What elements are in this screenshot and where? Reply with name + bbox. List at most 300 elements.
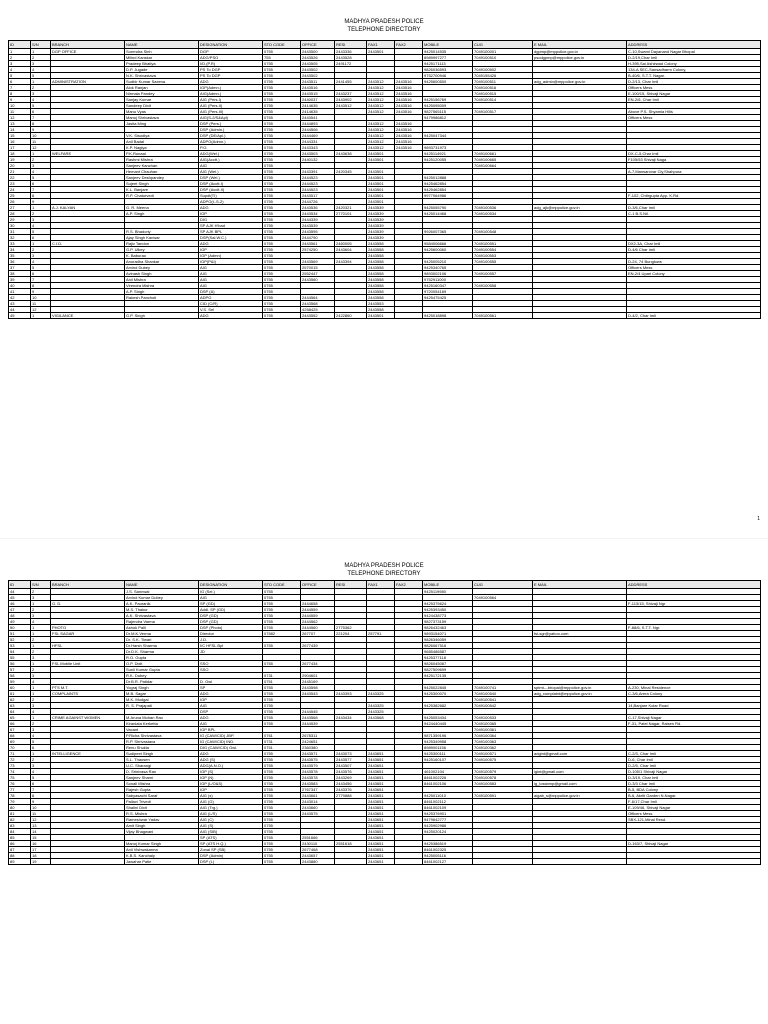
column-header-email: E MAIL bbox=[533, 581, 627, 589]
cell-email: aigab_s@mppolice.gov.in bbox=[533, 793, 627, 799]
cell-mobile: 9826036593 bbox=[423, 67, 473, 73]
cell-office: 2904601 bbox=[301, 673, 335, 679]
cell-sn: 5 bbox=[31, 229, 51, 235]
cell-mobile: 9425300070 bbox=[423, 691, 473, 697]
cell-id: 62 bbox=[9, 697, 31, 703]
cell-name: M.K. Mudgal bbox=[125, 697, 199, 703]
cell-designation: DSP bbox=[199, 709, 263, 715]
cell-sn: 3 bbox=[31, 253, 51, 259]
cell-fax1: 2443651 bbox=[367, 805, 395, 811]
cell-designation: ADG (S) bbox=[199, 757, 263, 763]
cell-designation: Director bbox=[199, 631, 263, 637]
cell-fax1: 2443651 bbox=[367, 853, 395, 859]
cell-id: 60 bbox=[9, 685, 31, 691]
cell-name: Dr.B.R. Patidar bbox=[125, 679, 199, 685]
cell-id: 13 bbox=[9, 121, 31, 127]
cell-fax1: 2443651 bbox=[367, 859, 395, 865]
cell-name: Ajay Singh Kanwar bbox=[125, 235, 199, 241]
cell-id: 39 bbox=[9, 277, 31, 283]
cell-email bbox=[533, 859, 627, 865]
cell-office: 2414635 bbox=[301, 109, 335, 115]
cell-fax1: 2443325 bbox=[367, 703, 395, 709]
cell-office: 2360380 bbox=[301, 745, 335, 751]
cell-designation: IGP bbox=[199, 697, 263, 703]
directory-page-2 bbox=[0, 540, 768, 1024]
cell-name: Sunil Kumar Gupta bbox=[125, 667, 199, 673]
cell-address: Officers Mess bbox=[627, 265, 761, 271]
cell-office: 2444523 bbox=[301, 181, 335, 187]
cell-designation: DSP (Wel.) bbox=[199, 175, 263, 181]
cell-office: 2444506 bbox=[301, 127, 335, 133]
cell-cug: 7049100510 bbox=[473, 55, 533, 61]
cell-std-code: 0755 bbox=[263, 709, 301, 715]
cell-id: 75 bbox=[9, 775, 31, 781]
cell-office: 2574250 bbox=[301, 247, 335, 253]
directory-subtitle: TELEPHONE DIRECTORY bbox=[347, 571, 421, 577]
cell-designation: AIG (s) bbox=[199, 793, 263, 799]
cell-designation: IGP BPL bbox=[199, 727, 263, 733]
cell-sn: 4 bbox=[31, 223, 51, 229]
cell-designation: AIG (Pers.II) bbox=[199, 103, 263, 109]
cell-office: 2444539 bbox=[301, 721, 335, 727]
cell-branch: CRIME AGAINST WOMEN bbox=[51, 715, 125, 721]
cell-fax1: 2443512 bbox=[367, 121, 395, 127]
cell-sn: 2 bbox=[31, 721, 51, 727]
cell-name: Dr. S.K. Tiwari bbox=[125, 637, 199, 643]
cell-id: 45 bbox=[9, 313, 31, 319]
cell-std-code: 0755 bbox=[263, 139, 301, 145]
cell-mobile: 9479986812 bbox=[423, 115, 473, 121]
cell-sn: 5 bbox=[31, 73, 51, 79]
cell-sn: 17 bbox=[31, 847, 51, 853]
cell-resi: 2443512 bbox=[335, 103, 367, 109]
cell-resi: 2443237 bbox=[335, 91, 367, 97]
cell-std-code: 0755 bbox=[263, 199, 301, 205]
cell-office: 2443583 bbox=[301, 781, 335, 787]
cell-mobile: 9584006666 bbox=[423, 241, 473, 247]
cell-branch: ADMINISTRATION bbox=[51, 79, 125, 85]
cell-resi: 2441455 bbox=[335, 79, 367, 85]
cell-address: D-3/19, Char Imli bbox=[627, 775, 761, 781]
cell-sn: 1 bbox=[31, 685, 51, 691]
cell-fax1: 2443558 bbox=[367, 289, 395, 295]
cell-address: D-2/13, Char Imli bbox=[627, 79, 761, 85]
cell-sn: 2 bbox=[31, 697, 51, 703]
cell-cug: 7049100578 bbox=[473, 775, 533, 781]
cell-email: adg_complaint@mppolice.gov.in bbox=[533, 691, 627, 697]
cell-branch: G. D. bbox=[51, 601, 125, 607]
cell-address: EN-2/4 Upari Colony bbox=[627, 271, 761, 277]
cell-mobile: 9479642777 bbox=[423, 817, 473, 823]
cell-id: 22 bbox=[9, 175, 31, 181]
cell-std-code: 0755 bbox=[263, 787, 301, 793]
cell-cug: 7049100514 bbox=[473, 97, 533, 103]
cell-sn: 5 bbox=[31, 775, 51, 781]
cell-resi: 2422860 bbox=[335, 313, 367, 319]
cell-fax1: 2443501 bbox=[367, 193, 395, 199]
cell-name: R.P. Shrivastava bbox=[125, 739, 199, 745]
cell-mobile: 9425018898 bbox=[423, 313, 473, 319]
cell-office: 2444790 bbox=[301, 235, 335, 241]
cell-sn: 1 bbox=[31, 205, 51, 211]
cell-std-code: 755 bbox=[263, 55, 301, 61]
cell-designation: SSO bbox=[199, 667, 263, 673]
cell-designation: ADG bbox=[199, 241, 263, 247]
cell-sn: 2 bbox=[31, 637, 51, 643]
cell-designation: AIG (S) bbox=[199, 823, 263, 829]
cell-std-code: 0755 bbox=[263, 235, 301, 241]
cell-designation: DSP (DE/Apl.) bbox=[199, 133, 263, 139]
cell-id: 88 bbox=[9, 853, 31, 859]
cell-designation: AIG(Acctt.) bbox=[199, 157, 263, 163]
cell-name: Sanjeev Kanchan bbox=[125, 163, 199, 169]
cell-std-code: 0755 bbox=[263, 283, 301, 289]
column-header-office: OFFICE bbox=[301, 41, 335, 49]
cell-office: 2767347 bbox=[301, 787, 335, 793]
cell-cug: 7049100564 bbox=[473, 595, 533, 601]
cell-office: 2443598 bbox=[301, 685, 335, 691]
cell-mobile: 9826067516 bbox=[423, 643, 473, 649]
cell-designation: DIG bbox=[199, 217, 263, 223]
cell-sn: 4 bbox=[31, 97, 51, 103]
cell-office: 2443575 bbox=[301, 811, 335, 817]
cell-sn: 3 bbox=[31, 703, 51, 709]
cell-name: Rameshwar Yadav bbox=[125, 817, 199, 823]
column-header-address: ADDRESS bbox=[627, 41, 761, 49]
cell-std-code: 0755 bbox=[263, 163, 301, 169]
cell-fax2: 2443516 bbox=[395, 103, 423, 109]
cell-office: 2444523 bbox=[301, 187, 335, 193]
cell-std-code: 07582 bbox=[263, 631, 301, 637]
cell-name: Sandeep Dixit bbox=[125, 103, 199, 109]
cell-address: 134-A SEC-Sansadharm Colony, bbox=[627, 67, 761, 73]
column-header-id: ID bbox=[9, 41, 31, 49]
cell-designation: SP (GD) bbox=[199, 601, 263, 607]
cell-office: 2443534 bbox=[301, 211, 335, 217]
cell-fax2: 2443516 bbox=[395, 109, 423, 115]
column-header-mobile: MOBILE bbox=[423, 41, 473, 49]
cell-name: D.P. Jugade bbox=[125, 67, 199, 73]
cell-id: 82 bbox=[9, 817, 31, 823]
cell-fax1: 257791 bbox=[367, 631, 395, 637]
cell-fax1: 2443512 bbox=[367, 139, 395, 145]
cell-id: 29 bbox=[9, 217, 31, 223]
cell-mobile: 9425114921 bbox=[423, 151, 473, 157]
cell-cug: 7049100540 bbox=[473, 691, 533, 697]
cell-std-code: 0755 bbox=[263, 271, 301, 277]
cell-office: 2414635 bbox=[301, 103, 335, 109]
cell-designation: AIG bbox=[199, 271, 263, 277]
table-row bbox=[9, 313, 761, 319]
cell-fax2: 2443516 bbox=[395, 133, 423, 139]
table-body bbox=[9, 49, 761, 319]
cell-id: 86 bbox=[9, 841, 31, 847]
cell-designation: Addl. SP (GD) bbox=[199, 607, 263, 613]
cell-address: C-17,Shivaji Nagar bbox=[627, 715, 761, 721]
cell-id: 12 bbox=[9, 115, 31, 121]
cell-fax1: 2443501 bbox=[367, 187, 395, 193]
cell-fax1: 2443651 bbox=[367, 793, 395, 799]
cell-cug: 7049100364 bbox=[473, 733, 533, 739]
cell-branch: HFSL bbox=[51, 643, 125, 649]
cell-mobile: 8461002226 bbox=[423, 775, 473, 781]
cell-designation: AIG (Wel.) bbox=[199, 169, 263, 175]
cell-sn: 2 bbox=[31, 757, 51, 763]
cell-std-code: 0755 bbox=[263, 793, 301, 799]
cell-resi: 2775362 bbox=[335, 625, 367, 631]
cell-fax1: 2443651 bbox=[367, 799, 395, 805]
cell-office: 2677468 bbox=[301, 847, 335, 853]
cell-email: dgpmp@mppolice.gov.in bbox=[533, 49, 627, 55]
cell-std-code: 0755 bbox=[263, 181, 301, 187]
cell-resi: 2443577 bbox=[335, 757, 367, 763]
cell-office: 2444559 bbox=[301, 613, 335, 619]
cell-sn: 6 bbox=[31, 181, 51, 187]
cell-sn: 9 bbox=[31, 289, 51, 295]
cell-address: D-3/6,Char Imli bbox=[627, 205, 761, 211]
cell-designation: IGP bbox=[199, 211, 263, 217]
cell-office: 2430110 bbox=[301, 841, 335, 847]
cell-address: F-6/17,Char Imli bbox=[627, 799, 761, 805]
cell-mobile: 9826045087 bbox=[423, 661, 473, 667]
cell-id: 59 bbox=[9, 679, 31, 685]
cell-fax2: 2443516 bbox=[395, 79, 423, 85]
cell-fax1: 2443325 bbox=[367, 691, 395, 697]
cell-fax1: 2443558 bbox=[367, 259, 395, 265]
cell-fax1: 2443539 bbox=[367, 229, 395, 235]
column-header-office: OFFICE bbox=[301, 581, 335, 589]
cell-cug: 7049100511 bbox=[473, 79, 533, 85]
cell-designation: IGP bbox=[199, 247, 263, 253]
cell-id: 15 bbox=[9, 133, 31, 139]
cell-cug: 7049100583 bbox=[473, 781, 533, 787]
cell-std-code: 0755 bbox=[263, 301, 301, 307]
cell-sn: 1 bbox=[31, 751, 51, 757]
cell-id: 10 bbox=[9, 103, 31, 109]
cell-name: V.K. Sisodiya bbox=[125, 133, 199, 139]
cell-sn: 8 bbox=[31, 121, 51, 127]
cell-address: D-105/1 Shivaji Nagar bbox=[627, 769, 761, 775]
cell-fax1: 2443651 bbox=[367, 781, 395, 787]
cell-name: Amit Singh bbox=[125, 823, 199, 829]
cell-std-code: 0755 bbox=[263, 145, 301, 151]
cell-designation: IGP bbox=[199, 787, 263, 793]
cell-fax1: 2443512 bbox=[367, 145, 395, 151]
cell-name: Arvind Kumar Dubey bbox=[125, 595, 199, 601]
cell-name: Pradeep Bhatiya bbox=[125, 61, 199, 67]
cell-address: A-7,Mansarovar Cly,Shahpura bbox=[627, 169, 761, 175]
cell-fax2: 2443516 bbox=[395, 127, 423, 133]
cell-mobile: 9720054169 bbox=[423, 289, 473, 295]
cell-fax1: 2443539 bbox=[367, 205, 395, 211]
cell-std-code: 0755 bbox=[263, 661, 301, 667]
cell-mobile: 9425376901 bbox=[423, 811, 473, 817]
cell-designation: IG (CAW/CID) IND. bbox=[199, 739, 263, 745]
cell-std-code: 0755 bbox=[263, 715, 301, 721]
cell-designation: D. Gwl bbox=[199, 679, 263, 685]
cell-name: Ashok Palli bbox=[125, 625, 199, 631]
cell-id: 84 bbox=[9, 829, 31, 835]
cell-sn: 1 bbox=[31, 691, 51, 697]
cell-office: 2443500 bbox=[301, 49, 335, 55]
cell-id: 72 bbox=[9, 757, 31, 763]
cell-resi: 2551618 bbox=[335, 841, 367, 847]
cell-fax1: 2443512 bbox=[367, 109, 395, 115]
cell-sn: 2 bbox=[31, 157, 51, 163]
cell-cug: 7049100533 bbox=[473, 715, 533, 721]
cell-designation: DSP(Sal.W.C.) bbox=[199, 235, 263, 241]
cell-fax1: 2443558 bbox=[367, 265, 395, 271]
cell-sn: 10 bbox=[31, 295, 51, 301]
cell-id: 17 bbox=[9, 145, 31, 151]
cell-sn: 7 bbox=[31, 787, 51, 793]
cell-designation: IGP(Admn.) bbox=[199, 85, 263, 91]
cell-cug: 7049100661 bbox=[473, 151, 533, 157]
cell-name: Sanjeev Deshpandey bbox=[125, 175, 199, 181]
cell-sn: 2 bbox=[31, 55, 51, 61]
cell-cug: 7049100551 bbox=[473, 241, 533, 247]
cell-sn: 1 bbox=[31, 661, 51, 667]
cell-std-code: 0755 bbox=[263, 721, 301, 727]
cell-std-code: 0755 bbox=[263, 175, 301, 181]
cell-sn: 13 bbox=[31, 823, 51, 829]
cell-fax1: 2443651 bbox=[367, 835, 395, 841]
cell-id: 1 bbox=[9, 49, 31, 55]
cell-designation: AIG (SIB) bbox=[199, 829, 263, 835]
cell-std-code: 0755 bbox=[263, 241, 301, 247]
cell-sn: 12 bbox=[31, 145, 51, 151]
cell-sn: 1 bbox=[31, 601, 51, 607]
cell-address: E-100/15, Shivaji Nagar bbox=[627, 91, 761, 97]
cell-id: 28 bbox=[9, 211, 31, 217]
cell-cug: 7049100571 bbox=[473, 751, 533, 757]
cell-mobile: 9425386519 bbox=[423, 841, 473, 847]
cell-id: 57 bbox=[9, 667, 31, 673]
cell-sn: 8 bbox=[31, 283, 51, 289]
cell-cug: 7049100575 bbox=[473, 757, 533, 763]
cell-name: R.S. Mishra bbox=[125, 811, 199, 817]
cell-office: 2444559 bbox=[301, 607, 335, 613]
cell-std-code: 0755 bbox=[263, 133, 301, 139]
cell-email: adgint@gmail.com bbox=[533, 751, 627, 757]
cell-id: 6 bbox=[9, 79, 31, 85]
cell-designation: AIG (C) bbox=[199, 817, 263, 823]
cell-id: 38 bbox=[9, 271, 31, 277]
column-header-designation: DESIGNATION bbox=[199, 581, 263, 589]
cell-name: Dr.M.K.Verma bbox=[125, 631, 199, 637]
cell-sn: 4 bbox=[31, 67, 51, 73]
cell-office: 2551666 bbox=[301, 835, 335, 841]
cell-id: 74 bbox=[9, 769, 31, 775]
cell-office: 2445169 bbox=[301, 679, 335, 685]
cell-sn: 3 bbox=[31, 595, 51, 601]
cell-designation: PS To DGP bbox=[199, 67, 263, 73]
cell-name: Rajendra Varma bbox=[125, 619, 199, 625]
cell-office: 2443502 bbox=[301, 67, 335, 73]
cell-office: 2443575 bbox=[301, 757, 335, 763]
cell-mobile: 9425377118 bbox=[423, 655, 473, 661]
cell-cug: 7049100502 bbox=[473, 67, 533, 73]
cell-mobile: 9425462854 bbox=[423, 181, 473, 187]
cell-fax2: 2443516 bbox=[395, 121, 423, 127]
column-header-std-code: STD CODE bbox=[263, 581, 301, 589]
cell-name: S.L. Thaosen bbox=[125, 757, 199, 763]
cell-cug: 7049100362 bbox=[473, 745, 533, 751]
cell-fax1: 2443651 bbox=[367, 817, 395, 823]
cell-office: 2443503 bbox=[301, 151, 335, 157]
cell-sn: 10 bbox=[31, 133, 51, 139]
cell-email: psodgpmp@mppolice.gov.in bbox=[533, 55, 627, 61]
cell-designation: AIG (L/S) bbox=[199, 811, 263, 817]
cell-office: 2440037 bbox=[301, 97, 335, 103]
cell-sn: 12 bbox=[31, 817, 51, 823]
cell-cug: 7049100542 bbox=[473, 703, 533, 709]
page-number: 1 bbox=[757, 516, 760, 522]
cell-office: 2444726 bbox=[301, 199, 335, 205]
cell-designation: IGP (Admn) bbox=[199, 253, 263, 259]
cell-office: 2443536 bbox=[301, 205, 335, 211]
cell-std-code: 0755 bbox=[263, 151, 301, 157]
cell-branch: COMPLAINTS bbox=[51, 691, 125, 697]
cell-fax1: 2443512 bbox=[367, 85, 395, 91]
cell-fax1: 2443501 bbox=[367, 157, 395, 163]
cell-id: 63 bbox=[9, 703, 31, 709]
cell-name: G.P. Singh bbox=[125, 313, 199, 319]
cell-mobile: 9827565115 bbox=[423, 109, 473, 115]
cell-std-code: 0755 bbox=[263, 799, 301, 805]
cell-mobile: 8461002106 bbox=[423, 781, 473, 787]
column-header-std-code: STD CODE bbox=[263, 41, 301, 49]
cell-mobile: 9425011010 bbox=[423, 793, 473, 799]
cell-branch: INTELLIGENCE bbox=[51, 751, 125, 757]
cell-office: 2443343 bbox=[301, 145, 335, 151]
cell-std-code: 0755 bbox=[263, 289, 301, 295]
cell-branch: FSL Mobile Unit bbox=[51, 661, 125, 667]
cell-mobile: 9685486587 bbox=[423, 649, 473, 655]
cell-fax1: 2443501 bbox=[367, 199, 395, 205]
cell-name: Sudhir Kumar Saxena bbox=[125, 79, 199, 85]
cell-resi: 2779888 bbox=[335, 793, 367, 799]
column-header-address: ADDRESS bbox=[627, 581, 761, 589]
cell-id: 30 bbox=[9, 223, 31, 229]
cell-sn: 11 bbox=[31, 139, 51, 145]
cell-id: 46 bbox=[9, 601, 31, 607]
header-row bbox=[9, 581, 761, 589]
cell-name: Manoj Shrivastava bbox=[125, 115, 199, 121]
cell-designation: ADG(Wel.) bbox=[199, 151, 263, 157]
cell-email: ig_lossbmp@gmail.com bbox=[533, 781, 627, 787]
cell-sn: 1 bbox=[31, 151, 51, 157]
cell-cug: 7049100534 bbox=[473, 211, 533, 217]
cell-sn: 2 bbox=[31, 649, 51, 655]
cell-sn: 3 bbox=[31, 613, 51, 619]
cell-designation: AIG bbox=[199, 595, 263, 601]
cell-cug: 7049100554 bbox=[473, 247, 533, 253]
cell-std-code: 0755 bbox=[263, 97, 301, 103]
cell-sn: 1 bbox=[31, 715, 51, 721]
cell-std-code: 0755 bbox=[263, 67, 301, 73]
cell-cug: 7049100665 bbox=[473, 157, 533, 163]
cell-designation: ADG bbox=[199, 79, 263, 85]
cell-sn: 3 bbox=[31, 655, 51, 661]
cell-designation: SP AJK BPL bbox=[199, 229, 263, 235]
cell-mobile: 9425053434 bbox=[423, 715, 473, 721]
column-header-fax2: FAX2 bbox=[395, 581, 423, 589]
cell-cug: 7049100558 bbox=[473, 283, 533, 289]
cell-std-code: 0755 bbox=[263, 259, 301, 265]
cell-address: B-5, BDA Colony bbox=[627, 787, 761, 793]
cell-fax1: 2443651 bbox=[367, 769, 395, 775]
